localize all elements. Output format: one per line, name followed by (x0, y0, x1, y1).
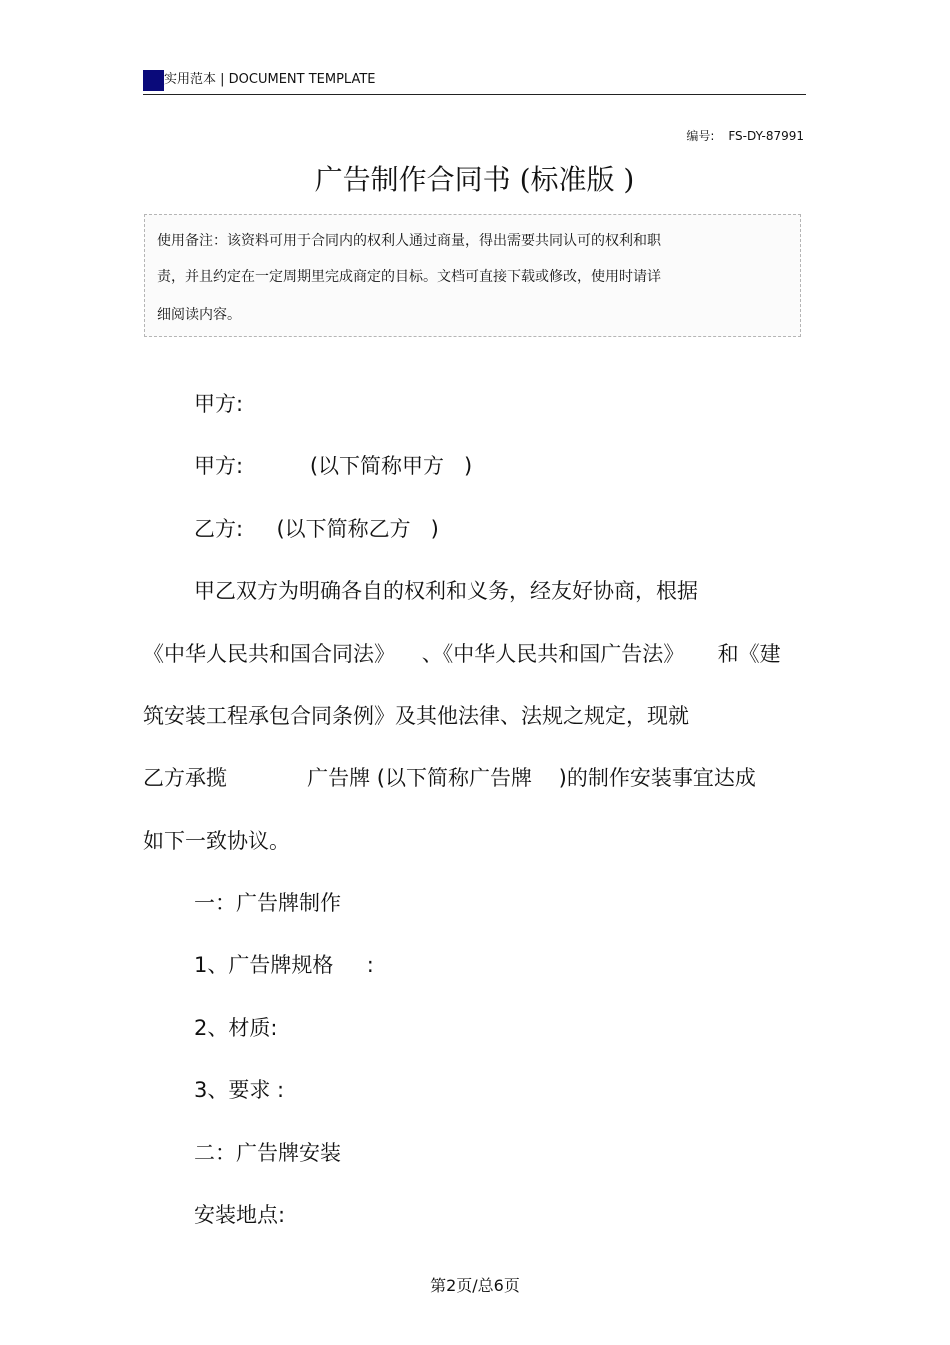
preamble-line: 如下一致协议。 (143, 829, 290, 853)
preamble-line: 甲乙双方为明确各自的权利和义务，经友好协商，根据 (194, 579, 698, 603)
page-number-footer: 第2页/总6页 (430, 1276, 520, 1295)
party-b-line: 乙方: (以下简称乙方 ) (194, 517, 439, 541)
preamble-line: 乙方承揽 广告牌 (以下简称广告牌 )的制作安装事宜达成 (143, 766, 756, 790)
usage-note-box (144, 214, 801, 337)
document-title: 广告制作合同书 (标准版 ) (314, 163, 635, 196)
usage-note-line: 使用备注：该资料可用于合同内的权利人通过商量，得出需要共同认可的权利和职 (157, 233, 661, 249)
party-a-heading: 甲方: (194, 392, 244, 416)
usage-note-line: 责，并且约定在一定周期里完成商定的目标。文档可直接下载或修改，使用时请详 (157, 269, 661, 285)
clause-item: 3、要求 : (194, 1078, 285, 1102)
preamble-line: 《中华人民共和国合同法》 、《中华人民共和国广告法》 和《建 (143, 642, 781, 666)
preamble-line: 筑安装工程承包合同条例》及其他法律、法规之规定，现就 (143, 704, 689, 728)
document-number-value: FS-DY-87991 (728, 129, 804, 143)
section-heading-production: 一：广告牌制作 (194, 891, 341, 915)
header-logo-square (143, 70, 164, 91)
clause-item: 安装地点: (194, 1203, 286, 1227)
usage-note-line: 细阅读内容。 (157, 307, 241, 323)
document-number-label: 编号: (686, 129, 715, 143)
header-text: 实用范本 | DOCUMENT TEMPLATE (164, 72, 376, 87)
clause-item: 2、材质: (194, 1016, 278, 1040)
clause-item: 1、广告牌规格 : (194, 953, 374, 977)
document-number (686, 127, 804, 144)
document-header (143, 70, 806, 95)
section-heading-installation: 二：广告牌安装 (194, 1141, 341, 1165)
party-a-line: 甲方: (以下简称甲方 ) (194, 454, 473, 478)
